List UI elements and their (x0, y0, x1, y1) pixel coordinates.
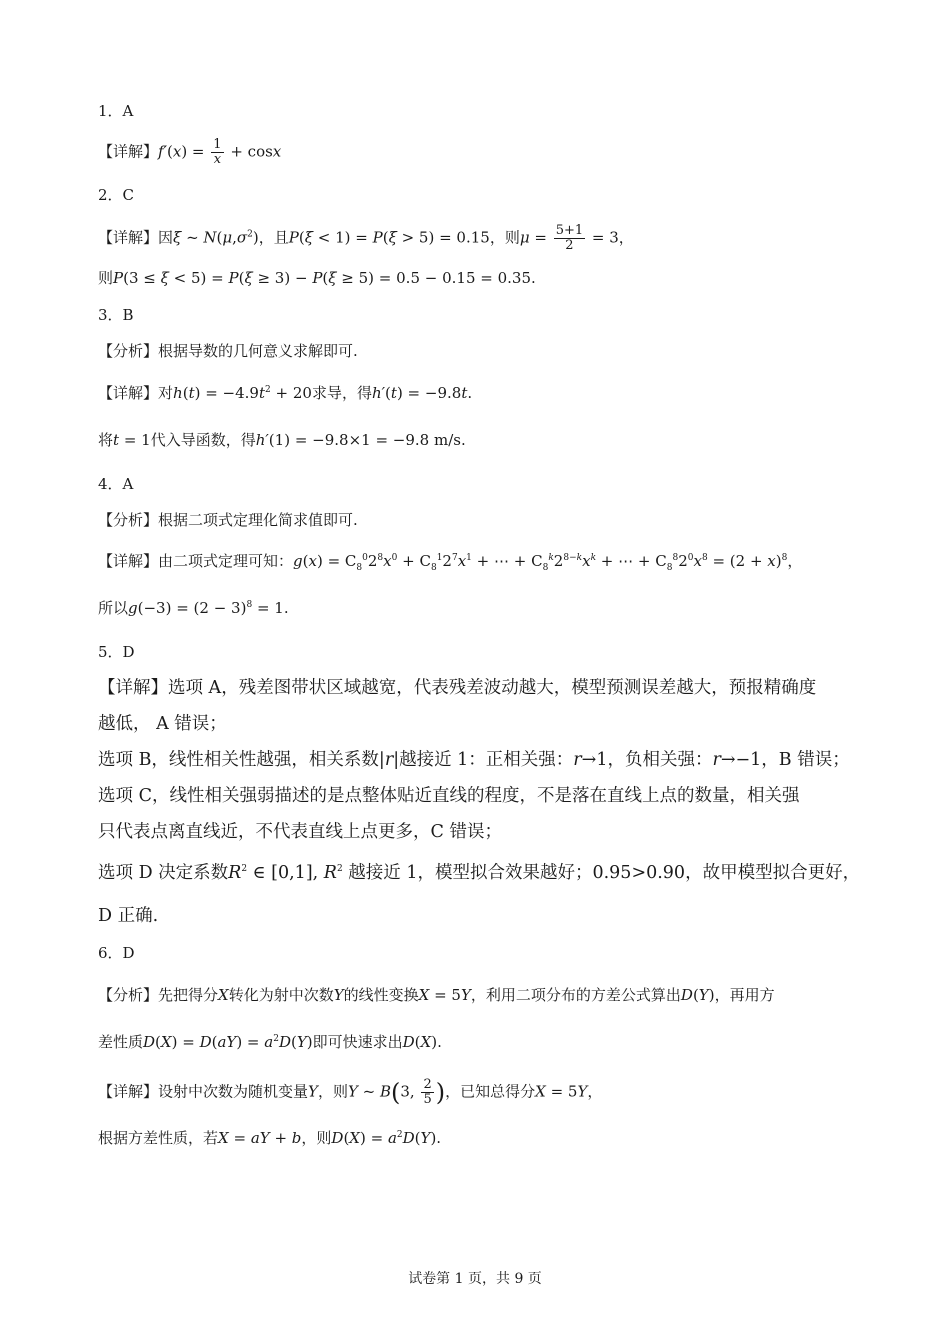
q5-line5: 只代表点离直线近，不代表直线上点更多，C 错误； (98, 822, 502, 842)
q5-line1: 【详解】选项 A，残差图带状区域越宽，代表残差波动越大，模型预测误差越大，预报精确度 (98, 678, 817, 698)
q4-analysis: 【分析】根据二项式定理化简求值即可. (98, 511, 358, 529)
q4-line2: 所以$g(-3) = (2 - 3)^8 = 1$. (98, 599, 289, 617)
q2-heading: 2．C (98, 186, 135, 204)
q4-heading: 4．A (98, 475, 134, 493)
q4-detail: 【详解】由二项式定理可知：$g(x) = C_8^02^8x^0 + C_8^12^7x^1$ + ⋯ + $C_8^k2^{8-k}x^k$ + ⋯ + $C_8^82^0x^8 = (2 + x)^8$， (98, 552, 803, 573)
detail-tag: 【详解】 (98, 142, 159, 161)
q3-line2: 将t = 1代入导函数，得h′(1) = −9.8×1 = −9.8 m/s. (98, 431, 466, 449)
q6-detail: 【详解】设射中次数为随机变量Y，则Y ~ B(3, $\frac{2}{5}$ )，已知总得分X = 5Y， (98, 1077, 603, 1107)
q1-heading: 1．A (98, 102, 134, 120)
q2-detail: 【详解】因ξ ~ $N(\mu,\sigma^2)$，且P(ξ < 1) = P(ξ > 5) = 0.15，则μ = $\frac{5+1}{2}$ = 3， (98, 223, 634, 253)
q6-analysis-1: 【分析】先把得分X转化为射中次数Y的线性变换X = 5Y，利用二项分布的方差公式算出D(Y)，再用方 (98, 986, 775, 1004)
q5-line2: 越低， A 错误； (98, 714, 227, 734)
q2-line2: 则P(3 ≤ ξ < 5) = P(ξ ≥ 3) − P(ξ ≥ 5) = 0.5 − 0.15 = 0.35. (98, 269, 536, 287)
q5-line6: 选项 D 决定系数$R^2$ ∈ [0,1], $R^2$ 越接近 1，模型拟合效果越好；0.95>0.90，故甲模型拟合更好， (98, 863, 861, 883)
q3-analysis: 【分析】根据导数的几何意义求解即可. (98, 342, 358, 360)
q5-heading: 5．D (98, 643, 135, 661)
q6-line2: 根据方差性质，若X = aY + b，则$D(X) = a^2D(Y)$. (98, 1129, 442, 1147)
q5-line7: D 正确. (98, 906, 159, 926)
q5-line3: 选项 B，线性相关性越强，相关系数|r|越接近 1：正相关强：r→1，负相关强：r→−1，B 错误； (98, 750, 850, 770)
q6-analysis-2: 差性质$D(X) = D(aY) = a^2D(Y)$即可快速求出D(X). (98, 1033, 442, 1051)
page-footer: 试卷第 1 页，共 9 页 (408, 1271, 542, 1287)
q6-heading: 6．D (98, 944, 135, 962)
q3-heading: 3．B (98, 306, 134, 324)
q5-line4: 选项 C，线性相关强弱描述的是点整体贴近直线的程度，不是落在直线上点的数量，相关强 (98, 786, 800, 806)
q1-detail: 【详解】f′(x) = $\frac{1}{x}$ + cosx (98, 137, 282, 167)
q3-detail: 【详解】对$h(t) = -4.9t^2 + 20$求导，得h′(t) = −9.8t. (98, 384, 473, 402)
